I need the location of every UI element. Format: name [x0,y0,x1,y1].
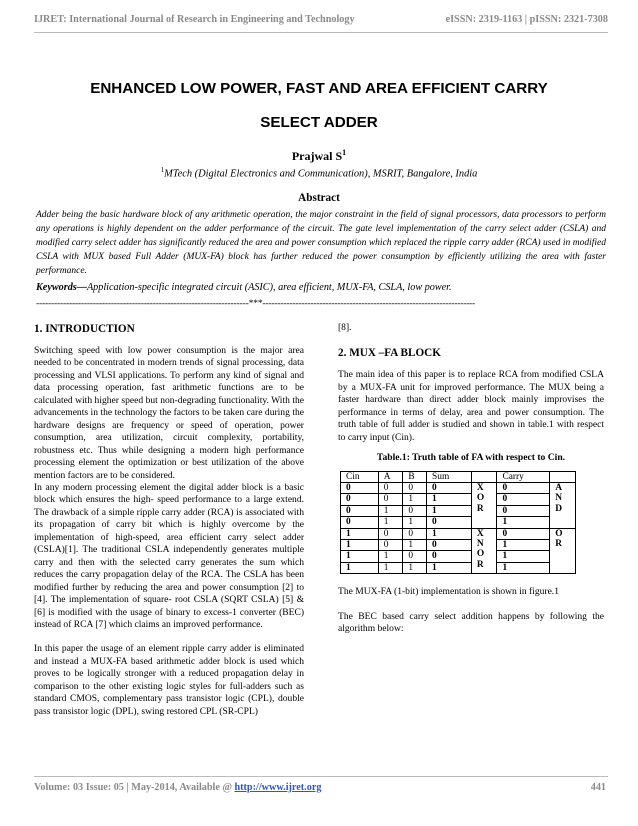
cell-a: 1 [378,505,403,516]
cell-cin: 0 [341,494,379,505]
keywords-text: Application-specific integrated circuit (ASIC), area efficient, MUX-FA, CSLA, low power. [86,282,452,293]
paragraph-gap [338,574,604,586]
section-separator: -----------------------------------------------------------------------***----------------------------------------------------------------------- [36,298,476,309]
abstract-heading: Abstract [298,192,340,204]
cell-cin: 1 [341,540,379,551]
xor-label: X O R [471,483,497,529]
cell-cin: 0 [341,517,379,528]
cell-carry: 1 [497,562,550,573]
left-column [34,322,304,718]
paragraph-gap [34,631,304,643]
abstract-text: Adder being the basic hardware block of any arithmetic operation, the major constraint in the field of signal processors, data processors to perform any operations is highly dependent on the adder performance of the circuit. The gate level implementation of the carry select adder (CSLA) and modified carry select adder has significantly reduced the area and power consumption which replaced the ripple carry adder (RCA) used in modified CSLA with MUX based Full Adder (MUX-FA) block has further reduced the power consumption by efficiently utilizing the area with faster performance. [36,210,606,276]
right-column [338,322,604,636]
cell-b: 0 [403,551,427,562]
or-label: O R [550,528,576,574]
paragraph-gap [338,599,604,611]
mux-fa-paragraph-1: The main idea of this paper is to replace RCA from modified CSLA by a MUX-FA unit for improved performance. The MUX being a faster hardware than direct adder block mainly improvises the performance in terms of delay, area and power consumption. The truth table of full adder is studied and shown in table.1 with respect to carry input (Cin). [338,369,604,443]
author [0,148,638,164]
paper-title [34,72,604,140]
table-caption [338,452,604,464]
table-caption-label: Table.1: [376,452,410,464]
truth-table [340,471,576,575]
cell-cin: 0 [341,505,379,516]
intro-heading: 1. INTRODUCTION [34,323,135,335]
table-header-row [341,471,576,482]
cell-sum: 0 [427,540,472,551]
title-line-2: SELECT ADDER [260,114,378,131]
paragraph-gap [338,334,604,346]
cell-a: 0 [378,540,403,551]
intro-paragraph-2: In any modern processing element the digital adder block is a basic block which ensures the high- speed performance to a large extend. The drawback of a simple ripple carry adder (RCA) is associated with its propagation of carry bit which is highly overcome by the implementation of high-speed, area efficient carry select adder (CSLA)[1]. The traditional CSLA independently generates multiple carry and then with the selected carry generates the sum which reduces the carry propagation delay of the RCA. The CSLA has been modified further by reducing the area and power consumption [2] to [4]. The implementation of square- root CSLA (SQRT CSLA) [5] & [6] is modified with the usage of binary to excess-1 converter (BEC) instead of RCA [7] which claims an improved performance. [34,481,304,630]
cell-carry: 0 [497,483,550,494]
footer-volume-text: Volume: 03 Issue: 05 | May-2014, Available @ [34,782,235,793]
continued-citation: [8]. [338,322,352,333]
cell-cin: 1 [341,562,379,573]
footer-divider [34,776,608,777]
intro-paragraph-3: In this paper the usage of an element ripple carry adder is eliminated and instead a MUX-FA based arithmetic adder block is used which proves to be logically stronger with a reduced propagation delay in comparison to the other existing logic styles for full-adders such as standard CMOS, complementary pass transistor logic (CPL), double pass transistor logic (DPL), swing restored CPL (SR-CPL) [34,643,304,717]
cell-carry: 1 [497,540,550,551]
table-row [341,562,576,573]
header-cin: Cin [341,471,379,482]
table-row [341,528,576,539]
journal-link[interactable]: http://www.ijret.org [234,782,322,793]
cell-sum: 1 [427,505,472,516]
cell-a: 1 [378,562,403,573]
affiliation-sup: 1 [160,166,165,174]
footer-volume [34,782,321,793]
cell-a: 0 [378,483,403,494]
keywords-dash: — [76,282,87,293]
keywords-label: Keywords [36,282,77,293]
table-caption-text: Truth table of FA with respect to Cin. [409,452,566,464]
table-row [341,494,576,505]
cell-b: 1 [403,517,427,528]
cell-a: 0 [378,494,403,505]
header-a: A [378,471,403,482]
affiliation-text: MTech (Digital Electronics and Communication), MSRIT, Bangalore, India [164,168,478,180]
cell-sum: 0 [427,551,472,562]
cell-b: 1 [403,494,427,505]
header-divider [34,32,608,33]
intro-paragraph-1: Switching speed with low power consumption is the major area needed to be concentrated in modern trends of signal processing, data processing and VLSI applications. To perform any kind of signal and data processing operation, fast arithmetic functions are to be calculated with higher speed but non-degrading functionality. With the advancements in the technology the factors to be taken care during the hardware designs are frequency or speed of operation, power consumption, area utilization, circuit complexity, portability, robustness etc. Thus while designing a modern high performance processing element the optimization or best utilization of the above mention factors are to be considered. [34,345,304,481]
cell-b: 1 [403,540,427,551]
table-row [341,540,576,551]
cell-b: 0 [403,483,427,494]
header-blank [550,471,576,482]
cell-carry: 0 [497,505,550,516]
cell-carry: 0 [497,528,550,539]
cell-carry: 0 [497,494,550,505]
cell-a: 1 [378,517,403,528]
header-sum: Sum [427,471,472,482]
cell-sum: 0 [427,483,472,494]
table-row [341,505,576,516]
issn-header: eISSN: 2319-1163 | pISSN: 2321-7308 [445,14,608,25]
author-sup: 1 [342,148,347,157]
journal-header: IJRET: International Journal of Research in Engineering and Technology [34,14,355,25]
cell-b: 0 [403,528,427,539]
cell-carry: 1 [497,517,550,528]
and-label: A N D [550,483,576,529]
cell-b: 1 [403,562,427,573]
page-number: 441 [590,782,606,793]
header-carry: Carry [497,471,550,482]
cell-carry: 1 [497,551,550,562]
title-line-1: ENHANCED LOW POWER, FAST AND AREA EFFICIENT CARRY [90,80,548,97]
cell-cin: 1 [341,528,379,539]
cell-sum: 1 [427,494,472,505]
cell-sum: 1 [427,562,472,573]
cell-cin: 0 [341,483,379,494]
cell-sum: 0 [427,517,472,528]
cell-a: 0 [378,528,403,539]
table-row [341,517,576,528]
header-b: B [403,471,427,482]
cell-sum: 1 [427,528,472,539]
mux-fa-heading: 2. MUX –FA BLOCK [338,347,441,360]
keywords [36,282,606,293]
affiliation [0,166,638,179]
mux-fa-paragraph-3: The BEC based carry select addition happens by following the algorithm below: [338,610,604,635]
author-name: Prajwal S [291,149,343,163]
cell-b: 0 [403,505,427,516]
xnor-label: X N O R [471,528,497,574]
table-row [341,551,576,562]
cell-a: 1 [378,551,403,562]
mux-fa-paragraph-2: The MUX-FA (1-bit) implementation is shown in figure.1 [338,586,559,598]
header-blank [471,471,497,482]
table-row [341,483,576,494]
cell-cin: 1 [341,551,379,562]
